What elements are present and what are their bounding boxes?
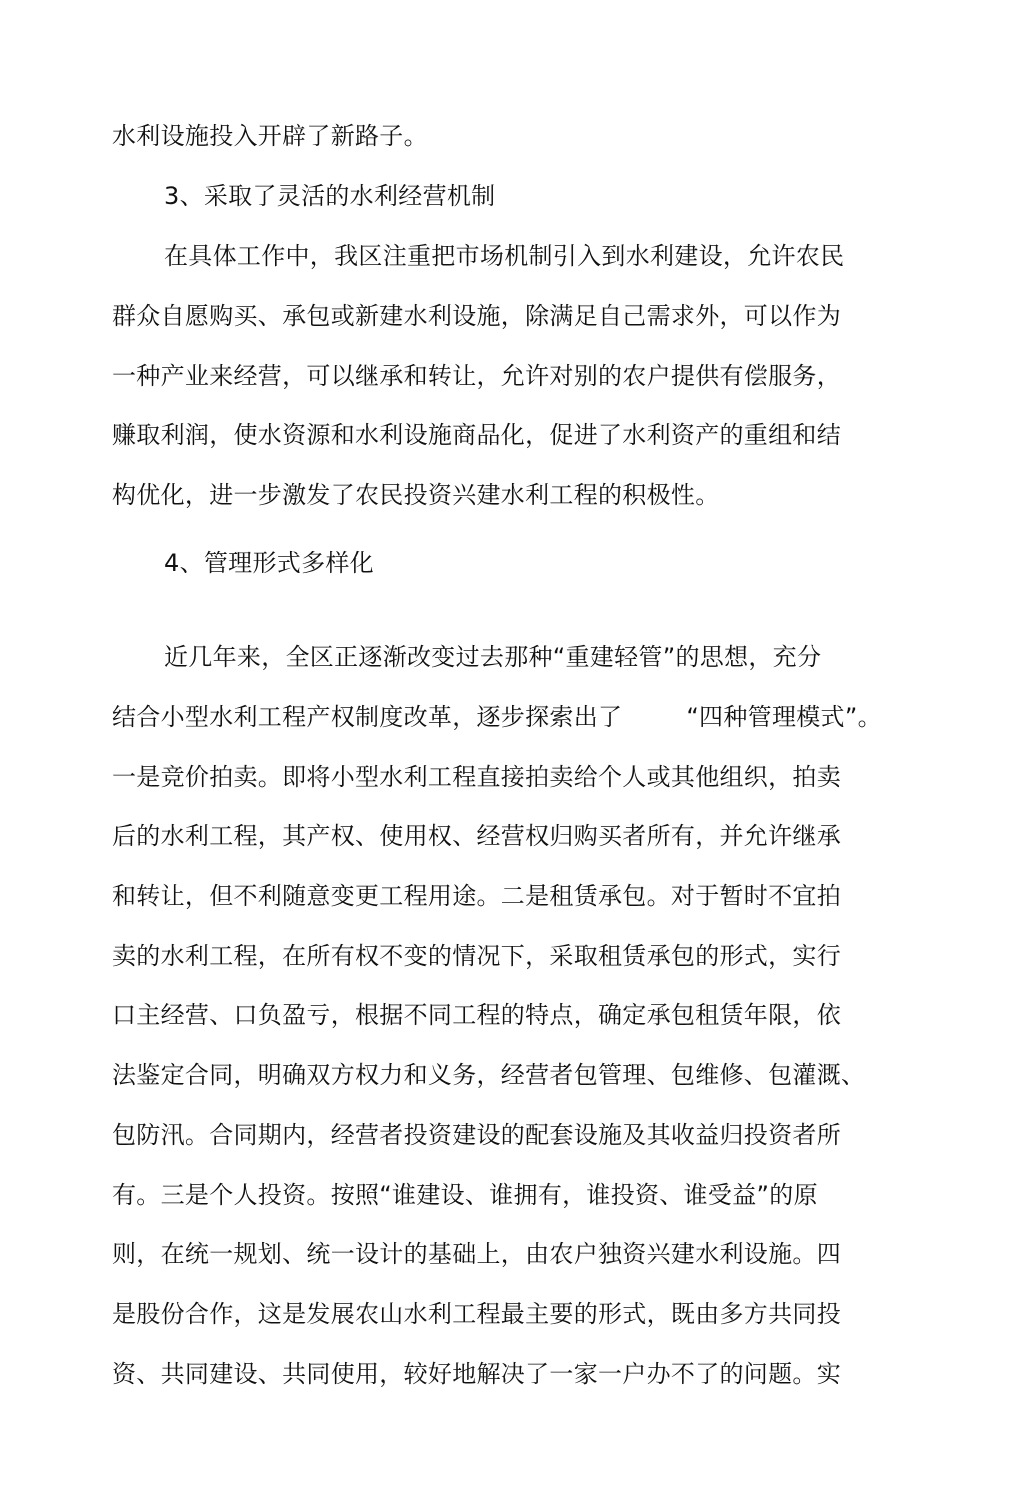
section-heading-4: 4、管理形式多样化	[164, 549, 374, 577]
paragraph-line: 群众自愿购买、承包或新建水利设施，除满足自己需求外，可以作为	[112, 302, 841, 330]
paragraph-line: 则，在统一规划、统一设计的基础上，由农户独资兴建水利设施。四	[112, 1240, 841, 1268]
paragraph-line: 赚取利润，使水资源和水利设施商品化，促进了水利资产的重组和结	[112, 421, 841, 449]
text-line: 水利设施投入开辟了新路子。	[112, 122, 428, 150]
paragraph-line-part: “四种管理模式”。	[686, 703, 882, 731]
section-heading-3: 3、采取了灵活的水利经营机制	[164, 182, 496, 210]
paragraph-line: 构优化，进一步激发了农民投资兴建水利工程的积极性。	[112, 481, 720, 509]
paragraph-line: 包防汛。合同期内，经营者投资建设的配套设施及其收益归投资者所	[112, 1121, 841, 1149]
paragraph-line: 卖的水利工程，在所有权不变的情况下，采取租赁承包的形式，实行	[112, 942, 841, 970]
paragraph-line-part: 结合小型水利工程产权制度改革，逐步探索出了	[112, 703, 623, 731]
paragraph-line: 一种产业来经营，可以继承和转让，允许对别的农户提供有偿服务，	[112, 362, 841, 390]
paragraph-line: 近几年来，全区正逐渐改变过去那种“重建轻管”的思想，充分	[164, 643, 822, 671]
paragraph-line: 资、共同建设、共同使用，较好地解决了一家一户办不了的问题。实	[112, 1360, 841, 1388]
paragraph-line: 法鉴定合同，明确双方权力和义务，经营者包管理、包维修、包灌溉、	[112, 1061, 866, 1089]
paragraph-line: 口主经营、口负盈亏，根据不同工程的特点，确定承包租赁年限，依	[112, 1001, 841, 1029]
paragraph-line: 在具体工作中，我区注重把市场机制引入到水利建设，允许农民	[164, 242, 845, 270]
paragraph-line: 后的水利工程，其产权、使用权、经营权归购买者所有，并允许继承	[112, 822, 841, 850]
paragraph-line: 是股份合作，这是发展农山水利工程最主要的形式，既由多方共同投	[112, 1300, 841, 1328]
paragraph-line	[112, 702, 882, 732]
paragraph-line: 和转让，但不利随意变更工程用途。二是租赁承包。对于暂时不宜拍	[112, 882, 841, 910]
paragraph-line: 一是竞价拍卖。即将小型水利工程直接拍卖给个人或其他组织，拍卖	[112, 763, 841, 791]
paragraph-line: 有。三是个人投资。按照“谁建设、谁拥有，谁投资、谁受益”的原	[112, 1181, 818, 1209]
